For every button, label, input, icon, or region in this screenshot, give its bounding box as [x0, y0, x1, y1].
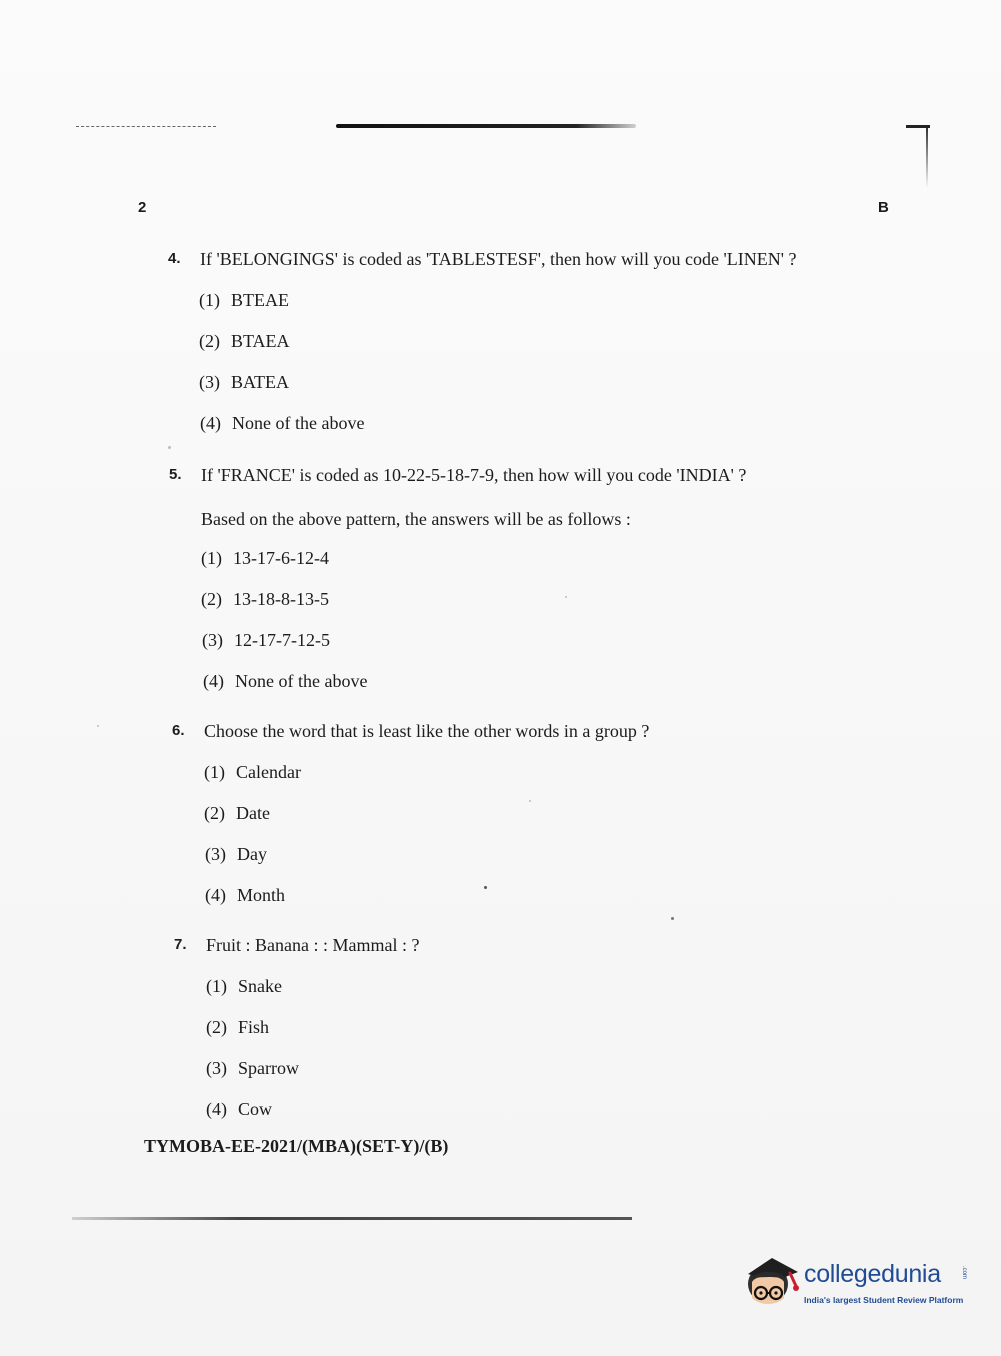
option-number: (1)	[201, 548, 222, 568]
option-number: (3)	[202, 630, 223, 650]
option-item	[200, 412, 364, 434]
option-number: (3)	[205, 844, 226, 864]
option-item	[206, 975, 282, 997]
option-label: Cow	[238, 1099, 273, 1119]
scan-speck	[484, 886, 487, 889]
collegedunia-mascot-icon	[742, 1252, 802, 1312]
option-label: 12-17-7-12-5	[234, 630, 330, 650]
scan-edge-line	[76, 126, 216, 127]
option-label: None of the above	[235, 671, 368, 691]
brand-suffix: .com	[961, 1266, 967, 1280]
question-text: If 'BELONGINGS' is coded as 'TABLESTESF', then how will you code 'LINEN' ?	[200, 249, 797, 269]
question-number: 5.	[169, 466, 182, 483]
option-item	[199, 330, 290, 352]
option-item	[201, 588, 329, 610]
option-label: None of the above	[232, 413, 365, 433]
question-number: 6.	[172, 722, 185, 739]
set-letter: B	[878, 199, 889, 216]
option-label: 13-18-8-13-5	[233, 589, 329, 609]
option-number: (2)	[199, 331, 220, 351]
option-number: (1)	[204, 762, 225, 782]
scan-speck	[565, 596, 567, 598]
option-item	[199, 289, 289, 311]
option-item	[202, 629, 330, 651]
option-label: Day	[237, 844, 267, 864]
option-label: Month	[237, 885, 286, 905]
option-label: Sparrow	[238, 1058, 299, 1078]
scan-speck	[671, 917, 674, 920]
question-text: Choose the word that is least like the other words in a group ?	[204, 721, 650, 741]
option-label: Date	[236, 803, 270, 823]
option-item	[206, 1057, 299, 1079]
option-label: Fish	[238, 1017, 270, 1037]
scan-speck	[529, 800, 531, 802]
option-number: (3)	[199, 372, 220, 392]
option-number: (4)	[206, 1099, 227, 1119]
option-number: (4)	[200, 413, 221, 433]
option-item	[206, 1016, 269, 1038]
option-label: Snake	[238, 976, 282, 996]
scan-speck	[97, 725, 99, 727]
option-label: 13-17-6-12-4	[233, 548, 329, 568]
option-item	[206, 1098, 272, 1120]
scan-edge-line	[72, 1217, 632, 1220]
option-label: BATEA	[231, 372, 289, 392]
brand-tagline: India's largest Student Review Platform	[804, 1295, 964, 1305]
option-number: (3)	[206, 1058, 227, 1078]
option-number: (4)	[205, 885, 226, 905]
paper-code: TYMOBA-EE-2021/(MBA)(SET-Y)/(B)	[144, 1136, 449, 1156]
option-number: (1)	[199, 290, 220, 310]
question-text: If 'FRANCE' is coded as 10-22-5-18-7-9, then how will you code 'INDIA' ?	[201, 465, 747, 485]
option-item	[201, 547, 329, 569]
option-label: BTEAE	[231, 290, 289, 310]
scan-speck	[168, 446, 171, 449]
option-number: (2)	[204, 803, 225, 823]
scan-edge-line	[336, 124, 636, 128]
option-label: BTAEA	[231, 331, 290, 351]
question-note: Based on the above pattern, the answers will be as follows :	[201, 509, 631, 529]
page-number: 2	[138, 199, 147, 216]
question-number: 4.	[168, 250, 181, 267]
option-number: (4)	[203, 671, 224, 691]
option-item	[204, 761, 301, 783]
option-label: Calendar	[236, 762, 301, 782]
option-item	[204, 802, 270, 824]
brand-name: collegedunia	[804, 1260, 941, 1288]
option-item	[205, 843, 267, 865]
option-item	[203, 670, 367, 692]
option-item	[205, 884, 285, 906]
scan-edge-line	[926, 128, 928, 188]
question-text: Fruit : Banana : : Mammal : ?	[206, 935, 420, 955]
option-number: (1)	[206, 976, 227, 996]
question-number: 7.	[174, 936, 187, 953]
option-number: (2)	[206, 1017, 227, 1037]
collegedunia-watermark	[742, 1252, 972, 1312]
option-item	[199, 371, 289, 393]
option-number: (2)	[201, 589, 222, 609]
